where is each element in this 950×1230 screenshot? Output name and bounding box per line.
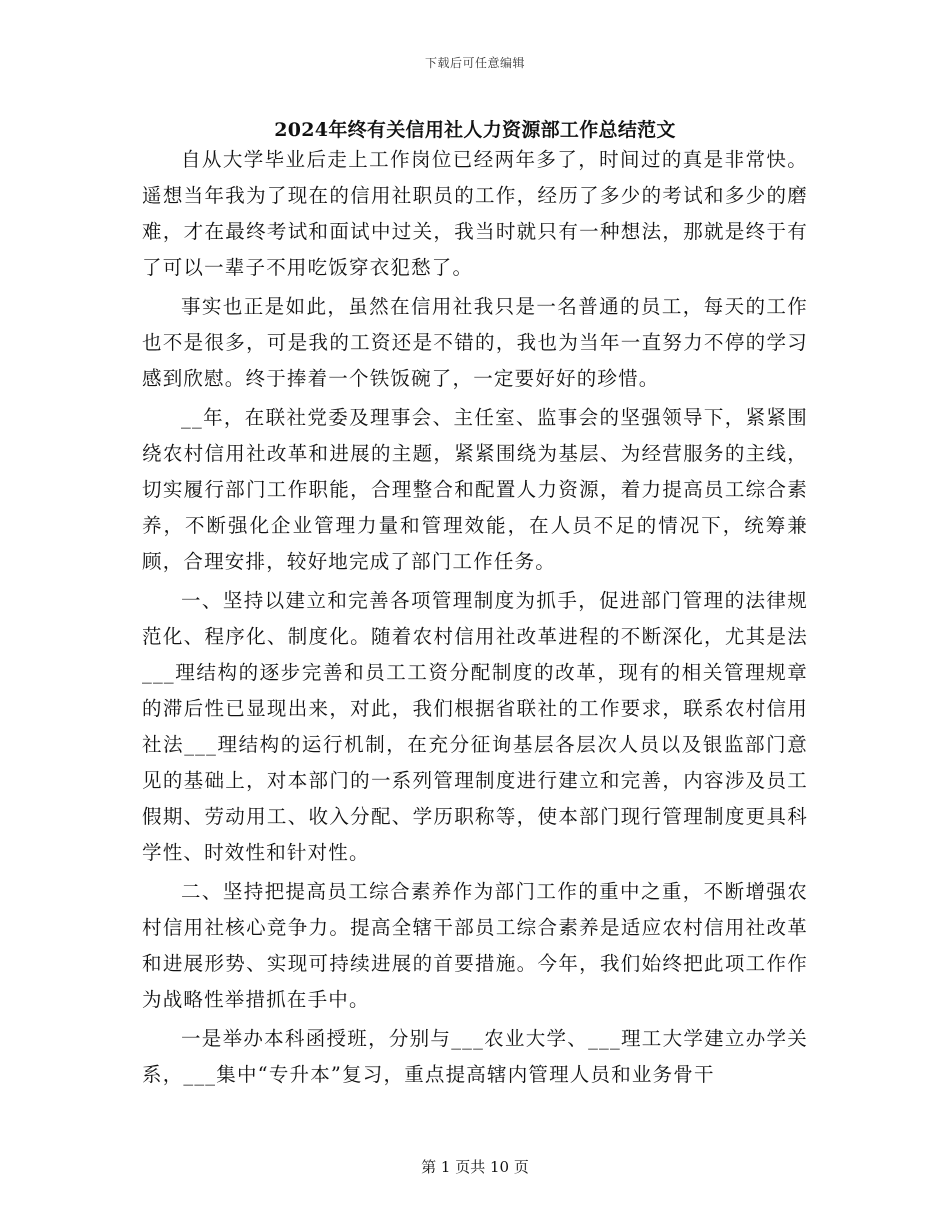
header-note: 下载后可任意编辑 — [424, 56, 525, 70]
paragraph: 一是举办本科函授班，分别与___农业大学、___理工大学建立办学关系，___集中“专升本”复习，重点提高辖内管理人员和业务骨干 — [142, 1027, 808, 1086]
document-body — [142, 142, 808, 1096]
paragraph: 一、坚持以建立和完善各项管理制度为抓手，促进部门管理的法律规范化、程序化、制度化。随着农村信用社改革进程的不断深化，尤其是法___理结构的逐步完善和员工工资分配制度的改革，现有的相关管理规章的滞后性已显现出来，对此，我们根据省联社的工作要求，联系农村信用社法___理结构的运行机制，在充分征询基层各层次人员以及银监部门意见的基础上，对本部门的一系列管理制度进行建立和完善，内容涉及员工假期、劳动用工、收入分配、学历职称等，使本部门现行管理制度更具科学性、时效性和针对性。 — [142, 589, 808, 864]
paragraph: __年，在联社党委及理事会、主任室、监事会的坚强领导下，紧紧围绕农村信用社改革和进展的主题，紧紧围绕为基层、为经营服务的主线，切实履行部门工作职能，合理整合和配置人力资源，着力提高员工综合素养，不断强化企业管理力量和管理效能，在人员不足的情况下，统筹兼顾，合理安排，较好地完成了部门工作任务。 — [142, 406, 808, 573]
paragraph: 事实也正是如此，虽然在信用社我只是一名普通的员工，每天的工作也不是很多，可是我的工资还是不错的，我也为当年一直努力不停的学习感到欣慰。终于捧着一个铁饭碗了，一定要好好的珍惜。 — [142, 295, 808, 390]
paragraph: 二、坚持把提高员工综合素养作为部门工作的重中之重，不断增强农村信用社核心竞争力。提高全辖干部员工综合素养是适应农村信用社改革和进展形势、实现可持续进展的首要措施。今年，我们始终把此项工作作为战略性举措抓在手中。 — [142, 880, 808, 1011]
paragraph: 自从大学毕业后走上工作岗位已经两年多了，时间过的真是非常快。遥想当年我为了现在的信用社职员的工作，经历了多少的考试和多少的磨难，才在最终考试和面试中过关，我当时就只有一种想法，那就是终于有了可以一辈子不用吃饭穿衣犯愁了。 — [142, 148, 808, 279]
document-title: 2024年终有关信用社人力资源部工作总结范文 — [274, 119, 676, 141]
page-indicator: 第 1 页共 10 页 — [421, 1158, 529, 1176]
